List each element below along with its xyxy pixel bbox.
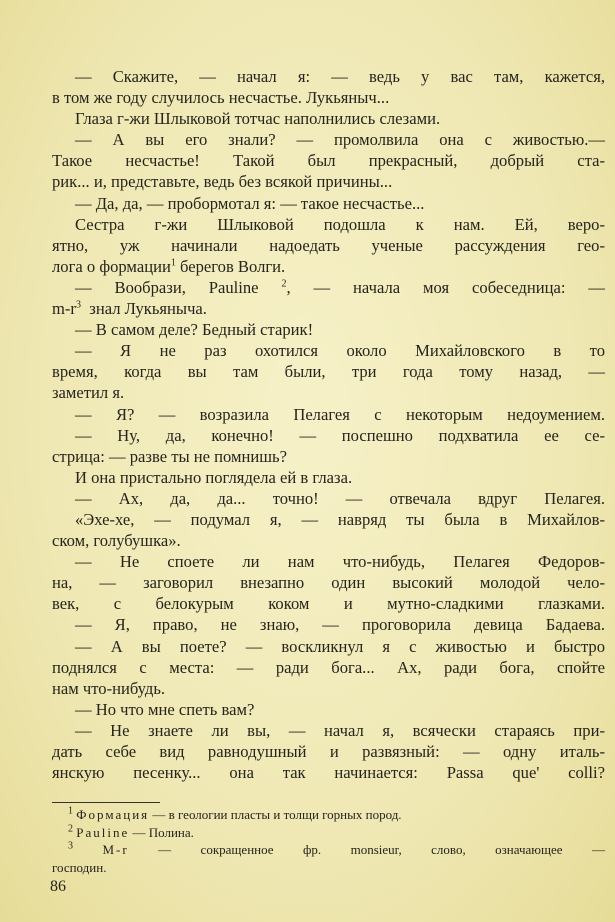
text-line: стрица: — разве ты не помнишь?: [52, 446, 287, 466]
footnote-mark: 2: [68, 823, 73, 835]
text-line: в том же году случилось несчастье. Лукьяныч...: [52, 88, 390, 108]
text-fragment: лога о формации: [52, 256, 171, 276]
text-fragment: , — начала моя собеседница: —: [286, 277, 605, 297]
text-line: — Я, право, не знаю, — проговорила девица Бадаева.: [75, 615, 605, 635]
footnote-ref[interactable]: 3: [75, 299, 81, 311]
text-line: время, когда вы там были, три года тому назад, —: [52, 362, 605, 382]
text-line: ском, голубушка».: [52, 531, 181, 551]
footnote-ref[interactable]: 1: [170, 257, 176, 269]
text-line: — Не споете ли нам что-нибудь, Пелагея Федоров-: [75, 552, 605, 572]
text-line: — Скажите, — начал я: — ведь у вас там, кажется,: [75, 67, 605, 86]
text-line: дать себе вид равнодушный и развязный: — одну италь-: [52, 742, 605, 761]
footnote: [52, 824, 605, 842]
footnote-continuation: [52, 859, 605, 877]
body-text: [52, 66, 605, 783]
text-fragment: знал Лукьяныча.: [89, 299, 207, 319]
text-fragment: — Вообрази, Pauline: [75, 277, 259, 297]
page-number: 86: [50, 878, 66, 895]
text-line: Сестра г-жи Шлыковой подошла к нам. Ей, веро-: [75, 214, 605, 234]
footnote: [52, 841, 605, 859]
text-line: рик... и, представьте, ведь без всякой причины...: [52, 172, 393, 192]
text-line: век, с белокурым коком и мутно-сладкими глазками.: [52, 594, 605, 614]
text-line: ятно, уж начинали надоедать ученые рассуждения гео-: [52, 235, 605, 255]
text-line: янскую песенку... она так начинается: Passa que' colli?: [52, 763, 605, 783]
text-line: Глаза г-жи Шлыковой тотчас наполнились слезами.: [75, 109, 441, 129]
footnote-mark: 3: [68, 840, 73, 852]
text-line: — Но что мне спеть вам?: [75, 699, 255, 719]
footnote-ref[interactable]: 2: [281, 278, 287, 290]
footnote-term: Pauline: [76, 824, 130, 840]
text-line: — Да, да, — пробормотал я: — такое несчастье...: [75, 193, 425, 213]
footnote: [52, 806, 605, 824]
text-line: — Я не раз охотился около Михайловского в то: [75, 341, 605, 361]
footnote-text: — сокращенное фр. monsieur, слово, означающее —: [128, 842, 606, 857]
footnote-term: M-r: [102, 842, 129, 857]
text-line: на, — заговорил внезапно один высокий молодой чело-: [52, 573, 605, 593]
footnote-term: Формация: [76, 807, 150, 822]
footnote-text: господин.: [52, 859, 107, 875]
text-line: — А вы поете? — воскликнул я с живостью и быстро: [75, 636, 605, 656]
text-line: — А вы его знали? — промолвила она с живостью.—: [75, 130, 605, 150]
footnotes: [52, 806, 605, 876]
text-line: нам что-нибудь.: [52, 678, 166, 698]
text-line: «Эхе-хе, — подумал я, — навряд ты была в Михайлов-: [75, 509, 605, 529]
text-line: — Ну, да, конечно! — поспешно подхватила ее се-: [75, 425, 605, 445]
text-line: [52, 277, 605, 298]
text-line: — Не знаете ли вы, — начал я, всячески стараясь при-: [75, 720, 605, 740]
footnote-mark: 1: [68, 805, 73, 817]
text-fragment: m-r: [52, 299, 76, 319]
text-line: [52, 256, 605, 277]
footnote-divider: [52, 802, 160, 803]
text-line: И она пристально поглядела ей в глаза.: [75, 467, 353, 487]
footnote-text: — в геологии пласты и толщи горных пород.: [149, 807, 402, 822]
text-line: поднялся с места: — ради бога... Ах, ради бога, спойте: [52, 657, 605, 677]
text-fragment: берегов Волги.: [180, 256, 286, 276]
text-line: — Ах, да, да... точно! — отвечала вдруг Пелагея.: [75, 488, 605, 508]
text-line: — Я? — возразила Пелагея с некоторым недоумением.: [75, 404, 605, 424]
text-line: заметил я.: [52, 383, 125, 403]
text-line: — В самом деле? Бедный старик!: [75, 320, 314, 340]
text-line: [52, 298, 605, 319]
footnote-text: — Полина.: [129, 824, 194, 840]
text-line: Такое несчастье! Такой был прекрасный, добрый ста-: [52, 151, 605, 171]
